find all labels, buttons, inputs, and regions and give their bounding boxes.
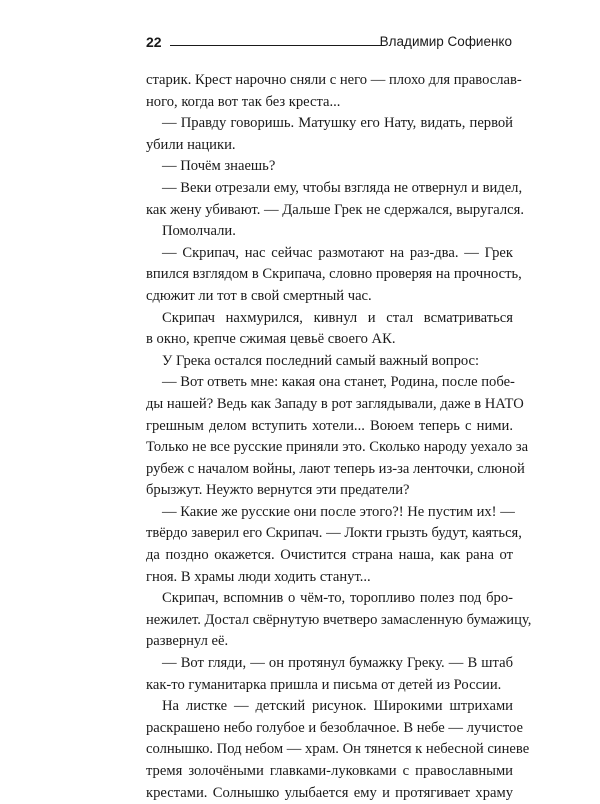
text-line: Только не все русские приняли это. Сколько народу уехало за — [146, 439, 529, 456]
page-number: 22 — [146, 34, 162, 50]
text-line: впился взглядом в Скрипача, словно проверяя на прочность, — [146, 266, 522, 283]
text-line: — Скрипач, нас сейчас размотают на раз-два. — Грек — [162, 244, 513, 261]
text-line: как-то гуманитарка пришла и письма от детей из России. — [146, 676, 502, 693]
text-line: — Правду говоришь. Матушку его Нату, видать, первой — [162, 115, 513, 132]
text-line: грешным делом вступить хотели... Воюем теперь с ними. — [146, 417, 513, 434]
text-line: ды нашей? Ведь как Западу в рот заглядывали, даже в НАТО — [146, 395, 524, 412]
text-line: гноя. В храмы люди ходить станут... — [146, 568, 371, 585]
text-line: раскрашено небо голубое и безоблачное. В небе — лучистое — [146, 719, 523, 736]
text-line: Скрипач, вспомнив о чём-то, торопливо полез под бро- — [162, 590, 513, 607]
text-line: брызжут. Неужто вернутся эти предатели? — [146, 482, 410, 499]
header-rule — [170, 45, 382, 46]
text-line: твёрдо заверил его Скрипач. — Локти грызть будут, каяться, — [146, 525, 522, 542]
text-line: развернул её. — [146, 633, 229, 650]
text-line: — Веки отрезали ему, чтобы взгляда не отвернул и видел, — [162, 179, 523, 196]
text-line: солнышко. Под небом — храм. Он тянется к небесной синеве — [146, 741, 530, 758]
text-line: крестами. Солнышко улыбается ему и протягивает храму — [146, 784, 513, 801]
text-line: Скрипач нахмурился, кивнул и стал всматриваться — [162, 309, 513, 326]
body-text — [146, 70, 532, 804]
text-line: На листке — детский рисунок. Широкими штрихами — [162, 698, 513, 715]
running-header — [146, 33, 512, 51]
text-line: да поздно окажется. Очистится страна наша, как рана от — [146, 547, 513, 564]
text-line: убили нацики. — [146, 136, 236, 153]
text-line: тремя золочёными главками-луковками с православными — [146, 763, 513, 779]
text-line: рубеж с началом войны, лают теперь из-за ленточки, слюной — [146, 460, 525, 477]
text-line: У Грека остался последний самый важный вопрос: — [162, 352, 480, 369]
text-line: в окно, крепче сжимая цевьё своего АК. — [146, 331, 396, 348]
text-line: — Вот ответь мне: какая она станет, Родина, после побе- — [162, 374, 515, 391]
author-name: Владимир Софиенко — [379, 34, 512, 49]
text-line: — Какие же русские они после этого?! Не пустим их! — — [162, 503, 515, 520]
text-line: нежилет. Достал свёрнутую вчетверо замасленную бумажицу, — [146, 611, 532, 628]
text-line: — Вот гляди, — он протянул бумажку Греку. — В штаб — [162, 655, 513, 672]
text-line: старик. Крест нарочно сняли с него — плохо для православ- — [146, 72, 522, 88]
text-line: сдюжит ли тот в свой смертный час. — [146, 287, 372, 304]
text-line: — Почём знаешь? — [162, 158, 276, 175]
text-line: ного, когда вот так без креста... — [146, 93, 341, 110]
text-line: Помолчали. — [162, 223, 236, 240]
text-line: как жену убивают. — Дальше Грек не сдержался, выругался. — [146, 201, 525, 218]
